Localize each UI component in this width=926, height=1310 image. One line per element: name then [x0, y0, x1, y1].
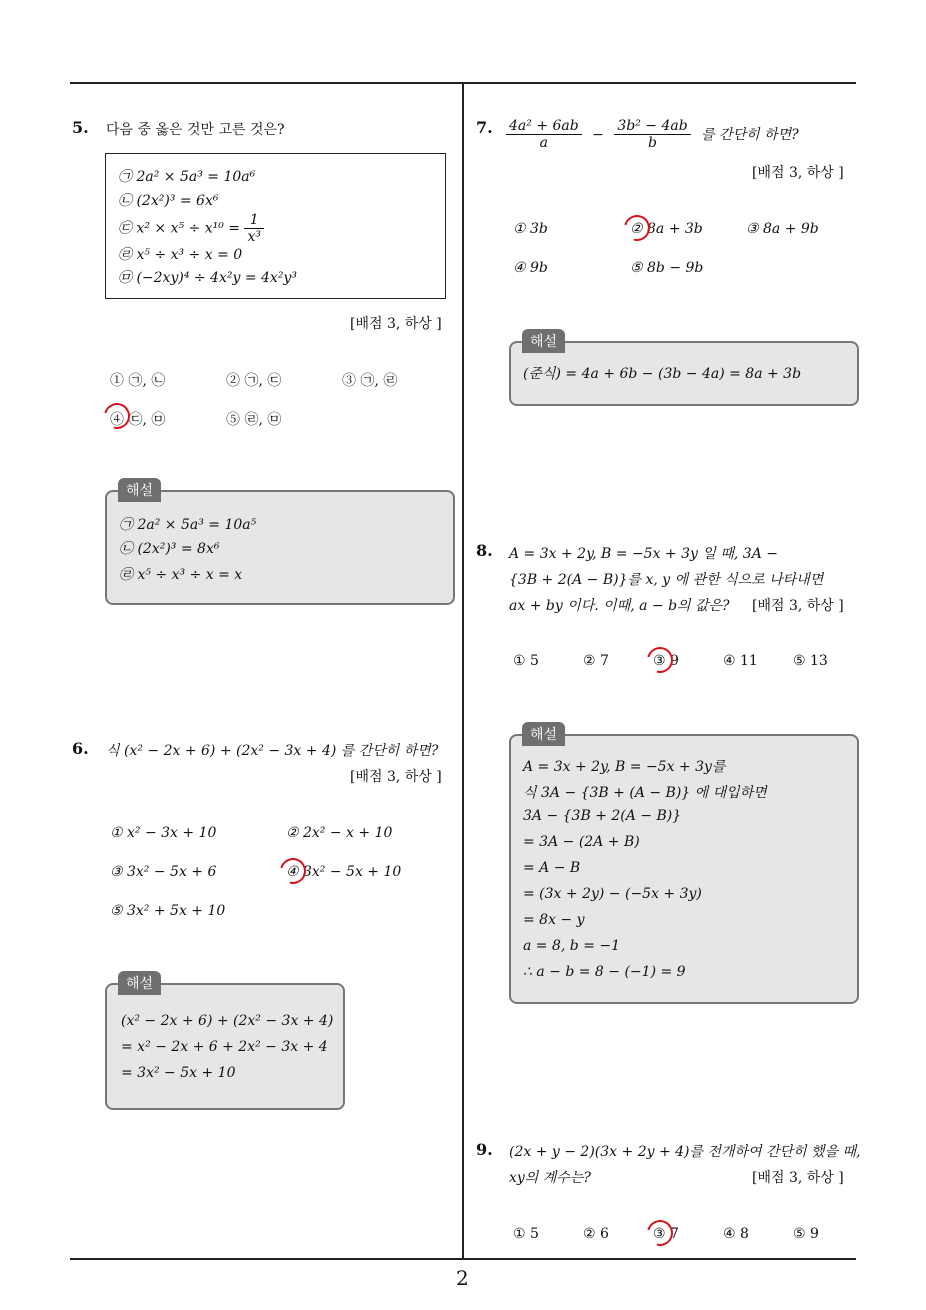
- q5-statement-2: ㉡ (2x²)³ = 6x⁶: [118, 193, 219, 209]
- q7-choice-3[interactable]: ③ 8a + 9b: [746, 221, 819, 237]
- q8-solution-box: [509, 734, 859, 1004]
- q7-answer-circle: [619, 210, 655, 246]
- q5-statement-5: ㉤ (−2xy)⁴ ÷ 4x²y = 4x²y³: [118, 270, 297, 286]
- q8-answer-circle: [642, 642, 678, 678]
- q5-choice-4[interactable]: ④ ㉢, ㉤: [110, 412, 166, 428]
- q6-score: [배점 3, 하상 ]: [350, 769, 442, 785]
- q8-solution-7: = 8x − y: [523, 912, 585, 928]
- q8-choice-4[interactable]: ④ 11: [723, 653, 758, 669]
- q8-solution-1: A = 3x + 2y, B = −5x + 3y를: [523, 759, 726, 775]
- q6-solution-2: = x² − 2x + 6 + 2x² − 3x + 4: [121, 1039, 328, 1055]
- q9-choice-5[interactable]: ⑤ 9: [793, 1226, 819, 1242]
- q7-choice-4[interactable]: ④ 9b: [513, 260, 548, 276]
- q8-choice-3[interactable]: ③ 9: [653, 653, 679, 669]
- q8-solution-8: a = 8, b = −1: [523, 938, 621, 954]
- q6-choice-2[interactable]: ② 2x² − x + 10: [286, 825, 393, 841]
- q8-solution-3: 3A − {3B + 2(A − B)}: [523, 808, 682, 824]
- q5-solution-1: ㉠ 2a² × 5a³ = 10a⁵: [119, 517, 257, 533]
- q9-text-line-1: (2x + y − 2)(3x + 2y + 4)를 전개하여 간단히 했을 때,: [509, 1144, 861, 1160]
- q9-choice-1[interactable]: ① 5: [513, 1226, 539, 1242]
- q5-choice-1[interactable]: ① ㉠, ㉡: [110, 373, 166, 389]
- q9-choice-3[interactable]: ③ 7: [653, 1226, 679, 1242]
- page-number: 2: [456, 1266, 469, 1290]
- q7-solution-tag: 해설: [522, 329, 565, 353]
- q8-score: [배점 3, 하상 ]: [752, 598, 844, 614]
- q9-text-line-2: xy의 계수는?: [509, 1170, 591, 1186]
- q6-solution-3: = 3x² − 5x + 10: [121, 1065, 236, 1081]
- q5-solution-3: ㉣ x⁵ ÷ x³ ÷ x = x: [119, 567, 243, 583]
- q7-solution-1: (준식) = 4a + 6b − (3b − 4a) = 8a + 3b: [523, 366, 802, 382]
- q9-score: [배점 3, 하상 ]: [752, 1170, 844, 1186]
- q5-text: 다음 중 옳은 것만 고른 것은?: [106, 122, 285, 138]
- q5-solution-box: [105, 490, 455, 605]
- q8-text-line-2: {3B + 2(A − B)}를 x, y 에 관한 식으로 나타내면: [509, 572, 824, 588]
- q7-expression: $\frac{\text{4a² + 6ab}}{a}$ − $\frac{\text{3b² − 4ab}}{b}$ 를 간단히 하면?: [506, 118, 799, 151]
- q7-number: 7.: [476, 118, 493, 137]
- q7-score: [배점 3, 하상 ]: [752, 165, 844, 181]
- q8-choice-1[interactable]: ① 5: [513, 653, 539, 669]
- q8-number: 8.: [476, 541, 493, 560]
- q5-choice-5[interactable]: ⑤ ㉣, ㉤: [226, 412, 282, 428]
- q9-answer-circle: [642, 1215, 678, 1251]
- q5-statement-3: ㉢ x² × x⁵ ÷ x¹⁰ = $\frac{1}{\text{x³}}$: [118, 212, 264, 245]
- q5-statement-box: [105, 153, 446, 299]
- q5-choice-2[interactable]: ② ㉠, ㉢: [226, 373, 282, 389]
- q6-solution-tag: 해설: [118, 971, 161, 995]
- q6-solution-1: (x² − 2x + 6) + (2x² − 3x + 4): [121, 1013, 334, 1029]
- q9-number: 9.: [476, 1140, 493, 1159]
- q8-choice-2[interactable]: ② 7: [583, 653, 609, 669]
- q6-choice-5[interactable]: ⑤ 3x² + 5x + 10: [110, 903, 226, 919]
- q7-choice-2[interactable]: ② 8a + 3b: [630, 221, 703, 237]
- column-divider: [462, 83, 464, 1259]
- q7-choice-1[interactable]: ① 3b: [513, 221, 548, 237]
- q6-solution-box: [105, 983, 345, 1110]
- q7-text: 를 간단히 하면?: [701, 126, 799, 143]
- q5-statement-4: ㉣ x⁵ ÷ x³ ÷ x = 0: [118, 247, 243, 263]
- q6-choice-4[interactable]: ④ 3x² − 5x + 10: [286, 864, 402, 880]
- q6-choice-1[interactable]: ① x² − 3x + 10: [110, 825, 217, 841]
- q7-choice-5[interactable]: ⑤ 8b − 9b: [630, 260, 704, 276]
- q8-solution-4: = 3A − (2A + B): [523, 834, 640, 850]
- q6-choice-3[interactable]: ③ 3x² − 5x + 6: [110, 864, 217, 880]
- q8-solution-5: = A − B: [523, 860, 581, 876]
- q6-answer-circle: [275, 853, 311, 889]
- q8-choice-5[interactable]: ⑤ 13: [793, 653, 828, 669]
- q5-number: 5.: [72, 118, 89, 137]
- q6-text: 식 (x² − 2x + 6) + (2x² − 3x + 4) 를 간단히 하면?: [106, 743, 439, 759]
- q9-choice-4[interactable]: ④ 8: [723, 1226, 749, 1242]
- q7-fraction-1: $\frac{\text{4a² + 6ab}}{a}$: [506, 118, 582, 151]
- q8-solution-6: = (3x + 2y) − (−5x + 3y): [523, 886, 702, 902]
- q8-text-line-3: ax + by 이다. 이때, a − b의 값은?: [509, 598, 730, 614]
- q8-solution-tag: 해설: [522, 722, 565, 746]
- q5-score: [배점 3, 하상 ]: [350, 316, 442, 332]
- q7-fraction-2: $\frac{\text{3b² − 4ab}}{b}$: [614, 118, 690, 151]
- q5-choice-3[interactable]: ③ ㉠, ㉣: [342, 373, 398, 389]
- q8-text-line-1: A = 3x + 2y, B = −5x + 3y 일 때, 3A −: [509, 546, 778, 562]
- q5-statement-1: ㉠ 2a² × 5a³ = 10a⁶: [118, 169, 256, 185]
- bottom-rule: [70, 1258, 856, 1260]
- q8-solution-2: 식 3A − {3B + (A − B)} 에 대입하면: [523, 785, 767, 801]
- q6-number: 6.: [72, 739, 89, 758]
- q5-solution-tag: 해설: [118, 478, 161, 502]
- q9-choice-2[interactable]: ② 6: [583, 1226, 609, 1242]
- q5-solution-2: ㉡ (2x²)³ = 8x⁶: [119, 541, 220, 557]
- q8-solution-9: ∴ a − b = 8 − (−1) = 9: [523, 964, 686, 980]
